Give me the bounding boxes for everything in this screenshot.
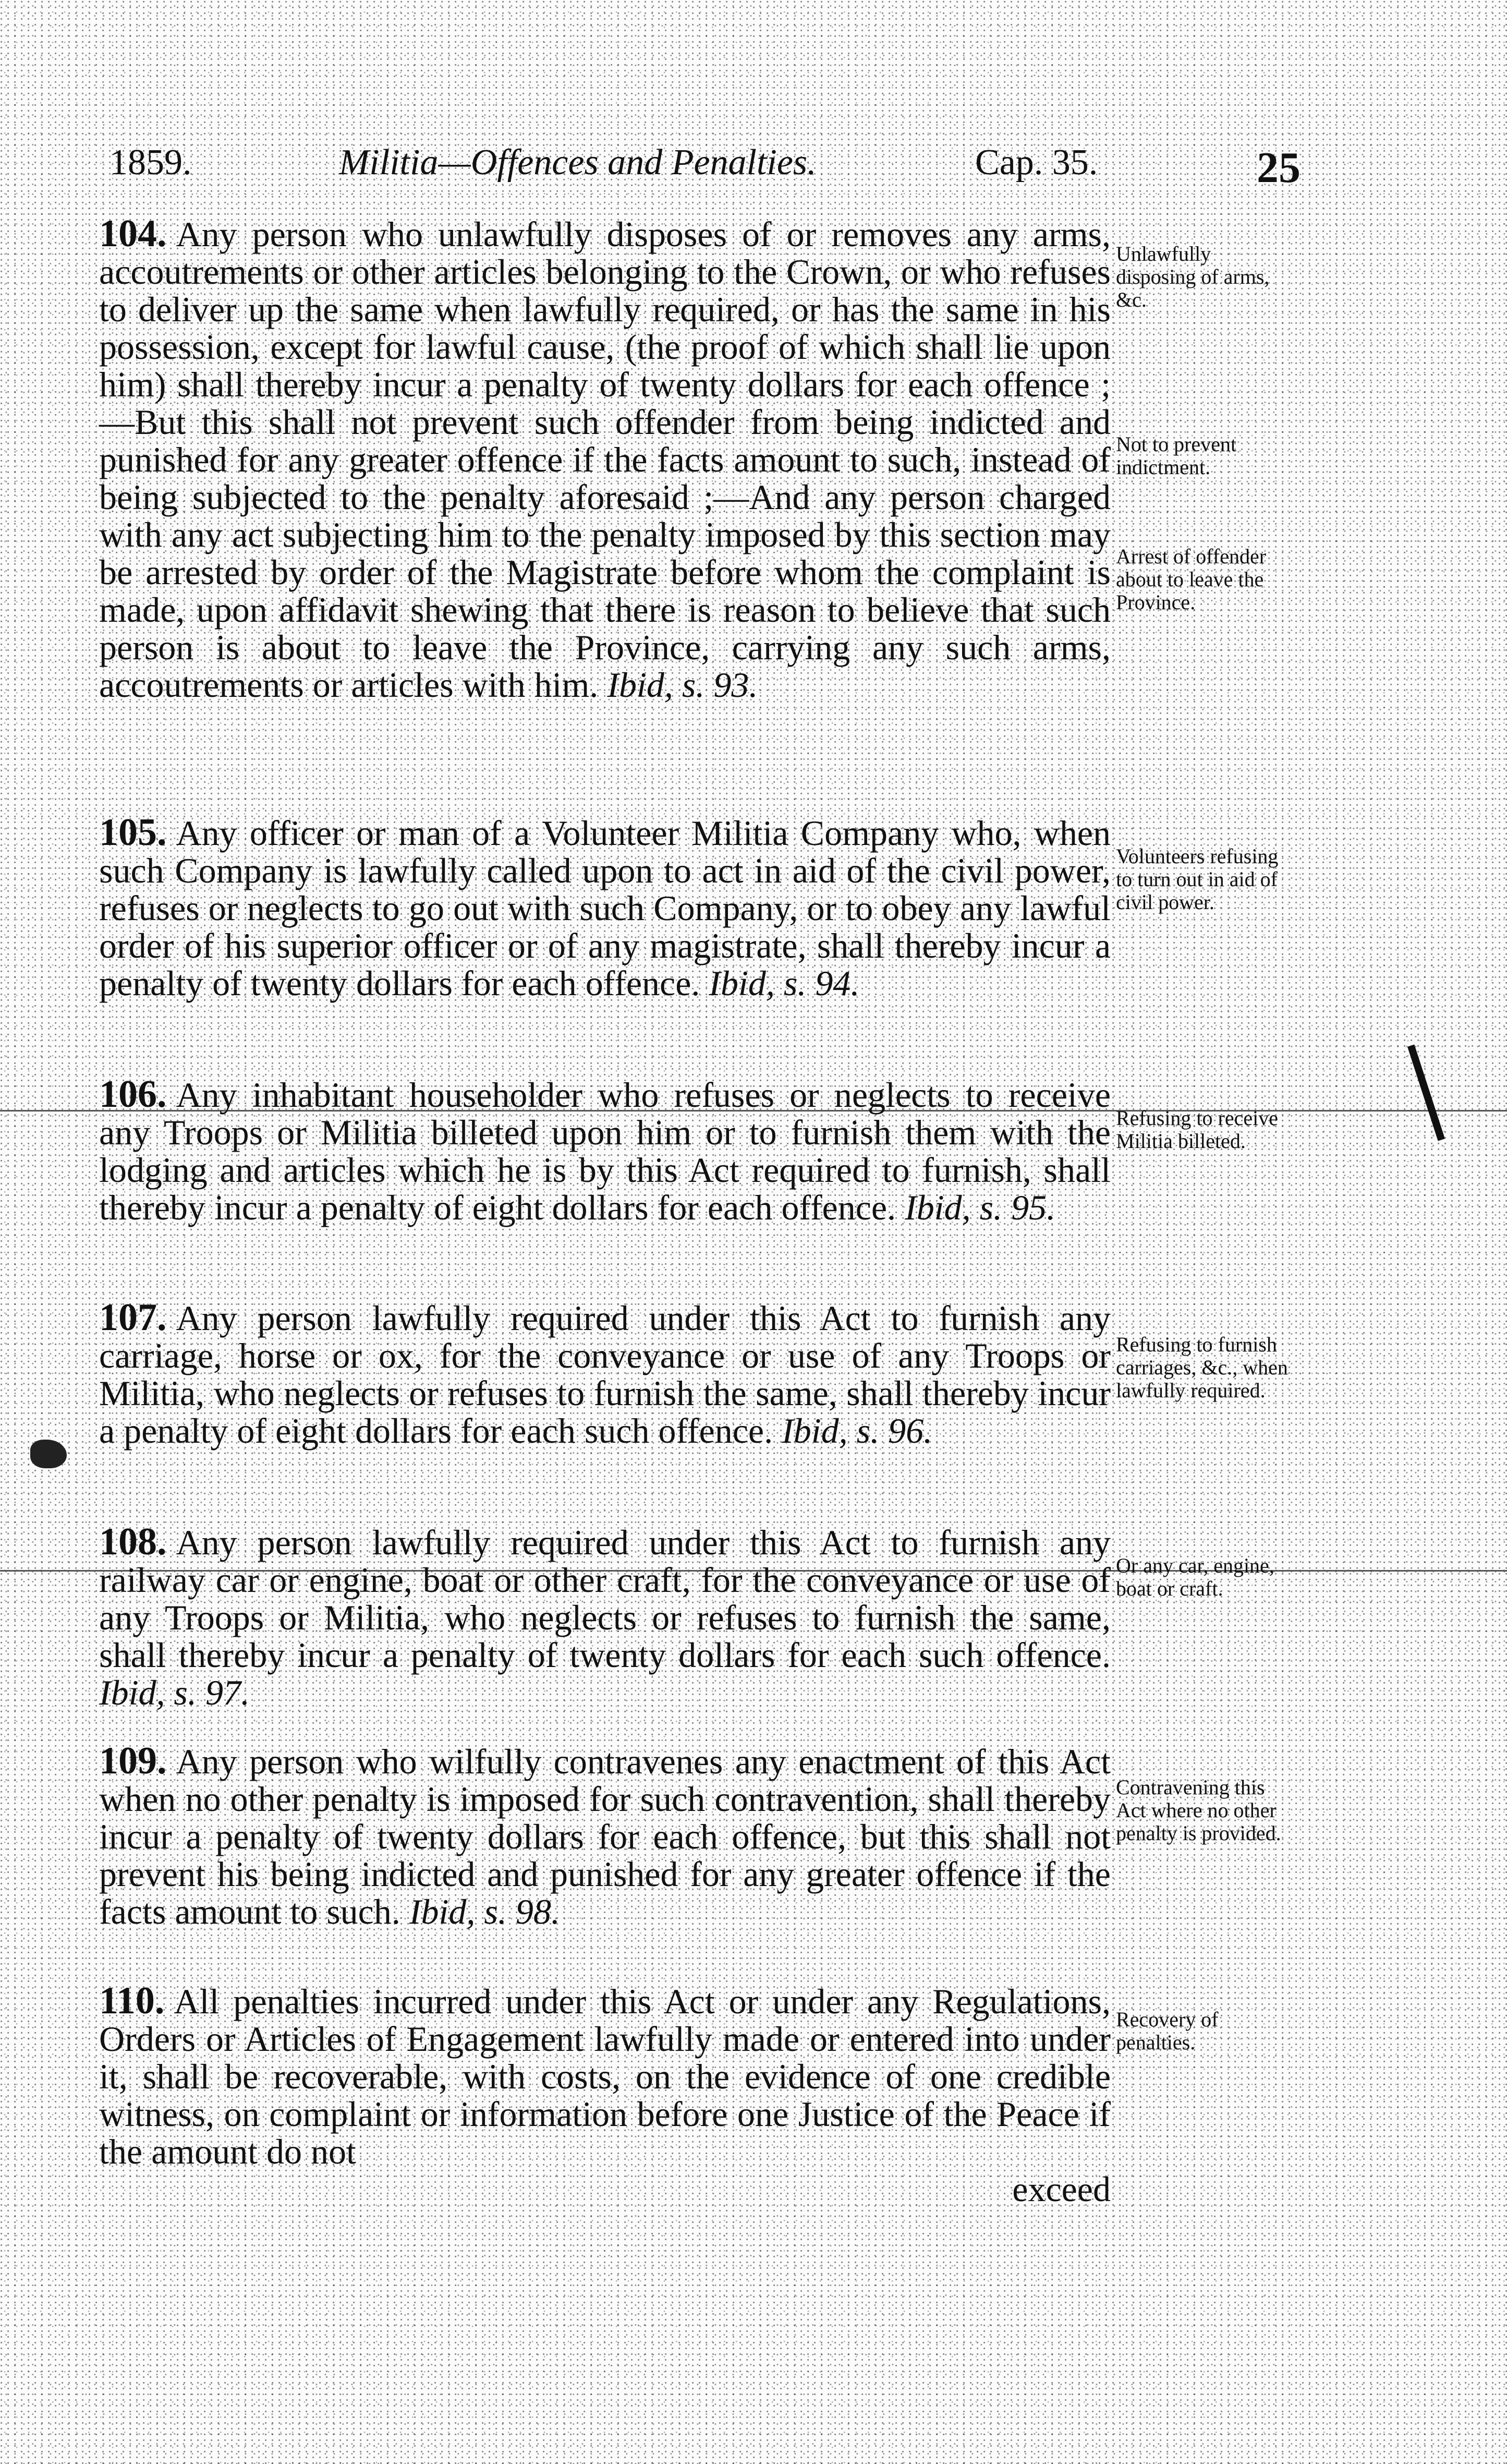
margin-note: Recovery of penalties.	[1116, 2008, 1219, 2054]
section-number: 107.	[99, 1296, 167, 1339]
page-number: 25	[1257, 143, 1301, 192]
section-110	[99, 1979, 1111, 2209]
section-text: Any person lawfully required under this Act to furnish any railway car or engine, boat or other craft, for the conveyance or use of any Troops or Militia, who neglects or refuses to furnish the same, shall thereby incur a penalty of twenty dollars for each such offence.	[99, 1523, 1111, 1675]
section-citation: Ibid, s. 93.	[607, 665, 758, 705]
section-text: Any person who unlawfully disposes of or removes any arms, accoutrements or other articles belonging to the Crown, or who refuses to deliver up the same when lawfully required, or has the same in his possession, except for lawful cause, (the proof of which shall lie upon him) shall thereby incur a penalty of twenty dollars for each offence ;—But this shall not prevent such offender from being indicted and punished for any greater offence if the facts amount to such, instead of being subjected to the penalty aforesaid ;—And any person charged with any act subjecting him to the penalty imposed by this section may be arrested by order of the Magistrate before whom the complaint is made, upon affidavit shewing that there is reason to believe that such person is about to leave the Province, carrying any such arms, accoutrements or articles with him.	[99, 214, 1111, 705]
margin-note: Not to prevent indictment.	[1116, 432, 1237, 479]
section-108	[99, 1520, 1111, 1712]
header-year: 1859.	[110, 142, 192, 183]
section-number: 109.	[99, 1740, 167, 1782]
section-citation: Ibid, s. 95.	[905, 1188, 1056, 1227]
section-citation: Ibid, s. 94.	[709, 963, 860, 1003]
margin-note: Arrest of offender about to leave the Province.	[1116, 545, 1267, 614]
section-number: 110.	[99, 1979, 165, 2022]
section-number: 106.	[99, 1073, 167, 1116]
catchword: exceed	[1012, 2169, 1111, 2209]
section-text: All penalties incurred under this Act or under any Regulations, Orders or Articles of Engagement lawfully made or entered into under it, shall be recoverable, with costs, on the evidence of one credible witness, on complaint or information before one Justice of the Peace if the amount do not	[99, 1982, 1111, 2171]
margin-note: Contravening this Act where no other penalty is provided.	[1116, 1775, 1281, 1845]
ink-blot	[30, 1440, 67, 1468]
section-number: 104.	[99, 212, 167, 255]
margin-note: Refusing to receive Militia billeted.	[1116, 1106, 1278, 1153]
section-104	[99, 212, 1111, 705]
section-citation: Ibid, s. 98.	[409, 1892, 560, 1931]
margin-note: Volunteers refusing to turn out in aid of civil power.	[1116, 844, 1279, 914]
section-106	[99, 1073, 1111, 1227]
section-109	[99, 1742, 1111, 1930]
section-text: Any officer or man of a Volunteer Militia Company who, when such Company is lawfully called upon to act in aid of the civil power, refuses or neglects to go out with such Company, or to obey any lawful order of his superior officer or of any magistrate, shall thereby incur a penalty of twenty dollars for each offence.	[99, 813, 1111, 1003]
margin-note: Or any car, engine, boat or craft.	[1116, 1554, 1274, 1600]
ink-stroke	[1407, 1044, 1445, 1141]
section-number: 105.	[99, 811, 167, 854]
section-107	[99, 1296, 1111, 1451]
section-text: Any person lawfully required under this Act to furnish any carriage, horse or ox, for the conveyance or use of any Troops or Militia, who neglects or refuses to furnish the same, shall thereby incur a penalty of eight dollars for each such offence.	[99, 1298, 1111, 1451]
section-citation: Ibid, s. 96.	[782, 1411, 933, 1451]
section-text: Any inhabitant householder who refuses or neglects to receive any Troops or Militia billeted upon him or to furnish them with the lodging and articles which he is by this Act required to furnish, shall thereby incur a penalty of eight dollars for each offence.	[99, 1075, 1111, 1227]
margin-note: Refusing to furnish carriages, &c., when lawfully required.	[1116, 1333, 1288, 1402]
margin-note: Unlawfully disposing of arms, &c.	[1116, 242, 1270, 311]
section-citation: Ibid, s. 97.	[99, 1673, 250, 1712]
section-105	[99, 811, 1111, 1003]
section-number: 108.	[99, 1520, 167, 1563]
section-text: Any person who wilfully contravenes any enactment of this Act when no other penalty is imposed for such contravention, shall thereby incur a penalty of twenty dollars for each offence, but this shall not prevent his being indicted and punished for any greater offence if the facts amount to such.	[99, 1742, 1111, 1931]
header-chapter: Cap. 35.	[975, 142, 1098, 183]
header-title: Militia—Offences and Penalties.	[339, 142, 817, 183]
running-header	[110, 142, 1309, 192]
